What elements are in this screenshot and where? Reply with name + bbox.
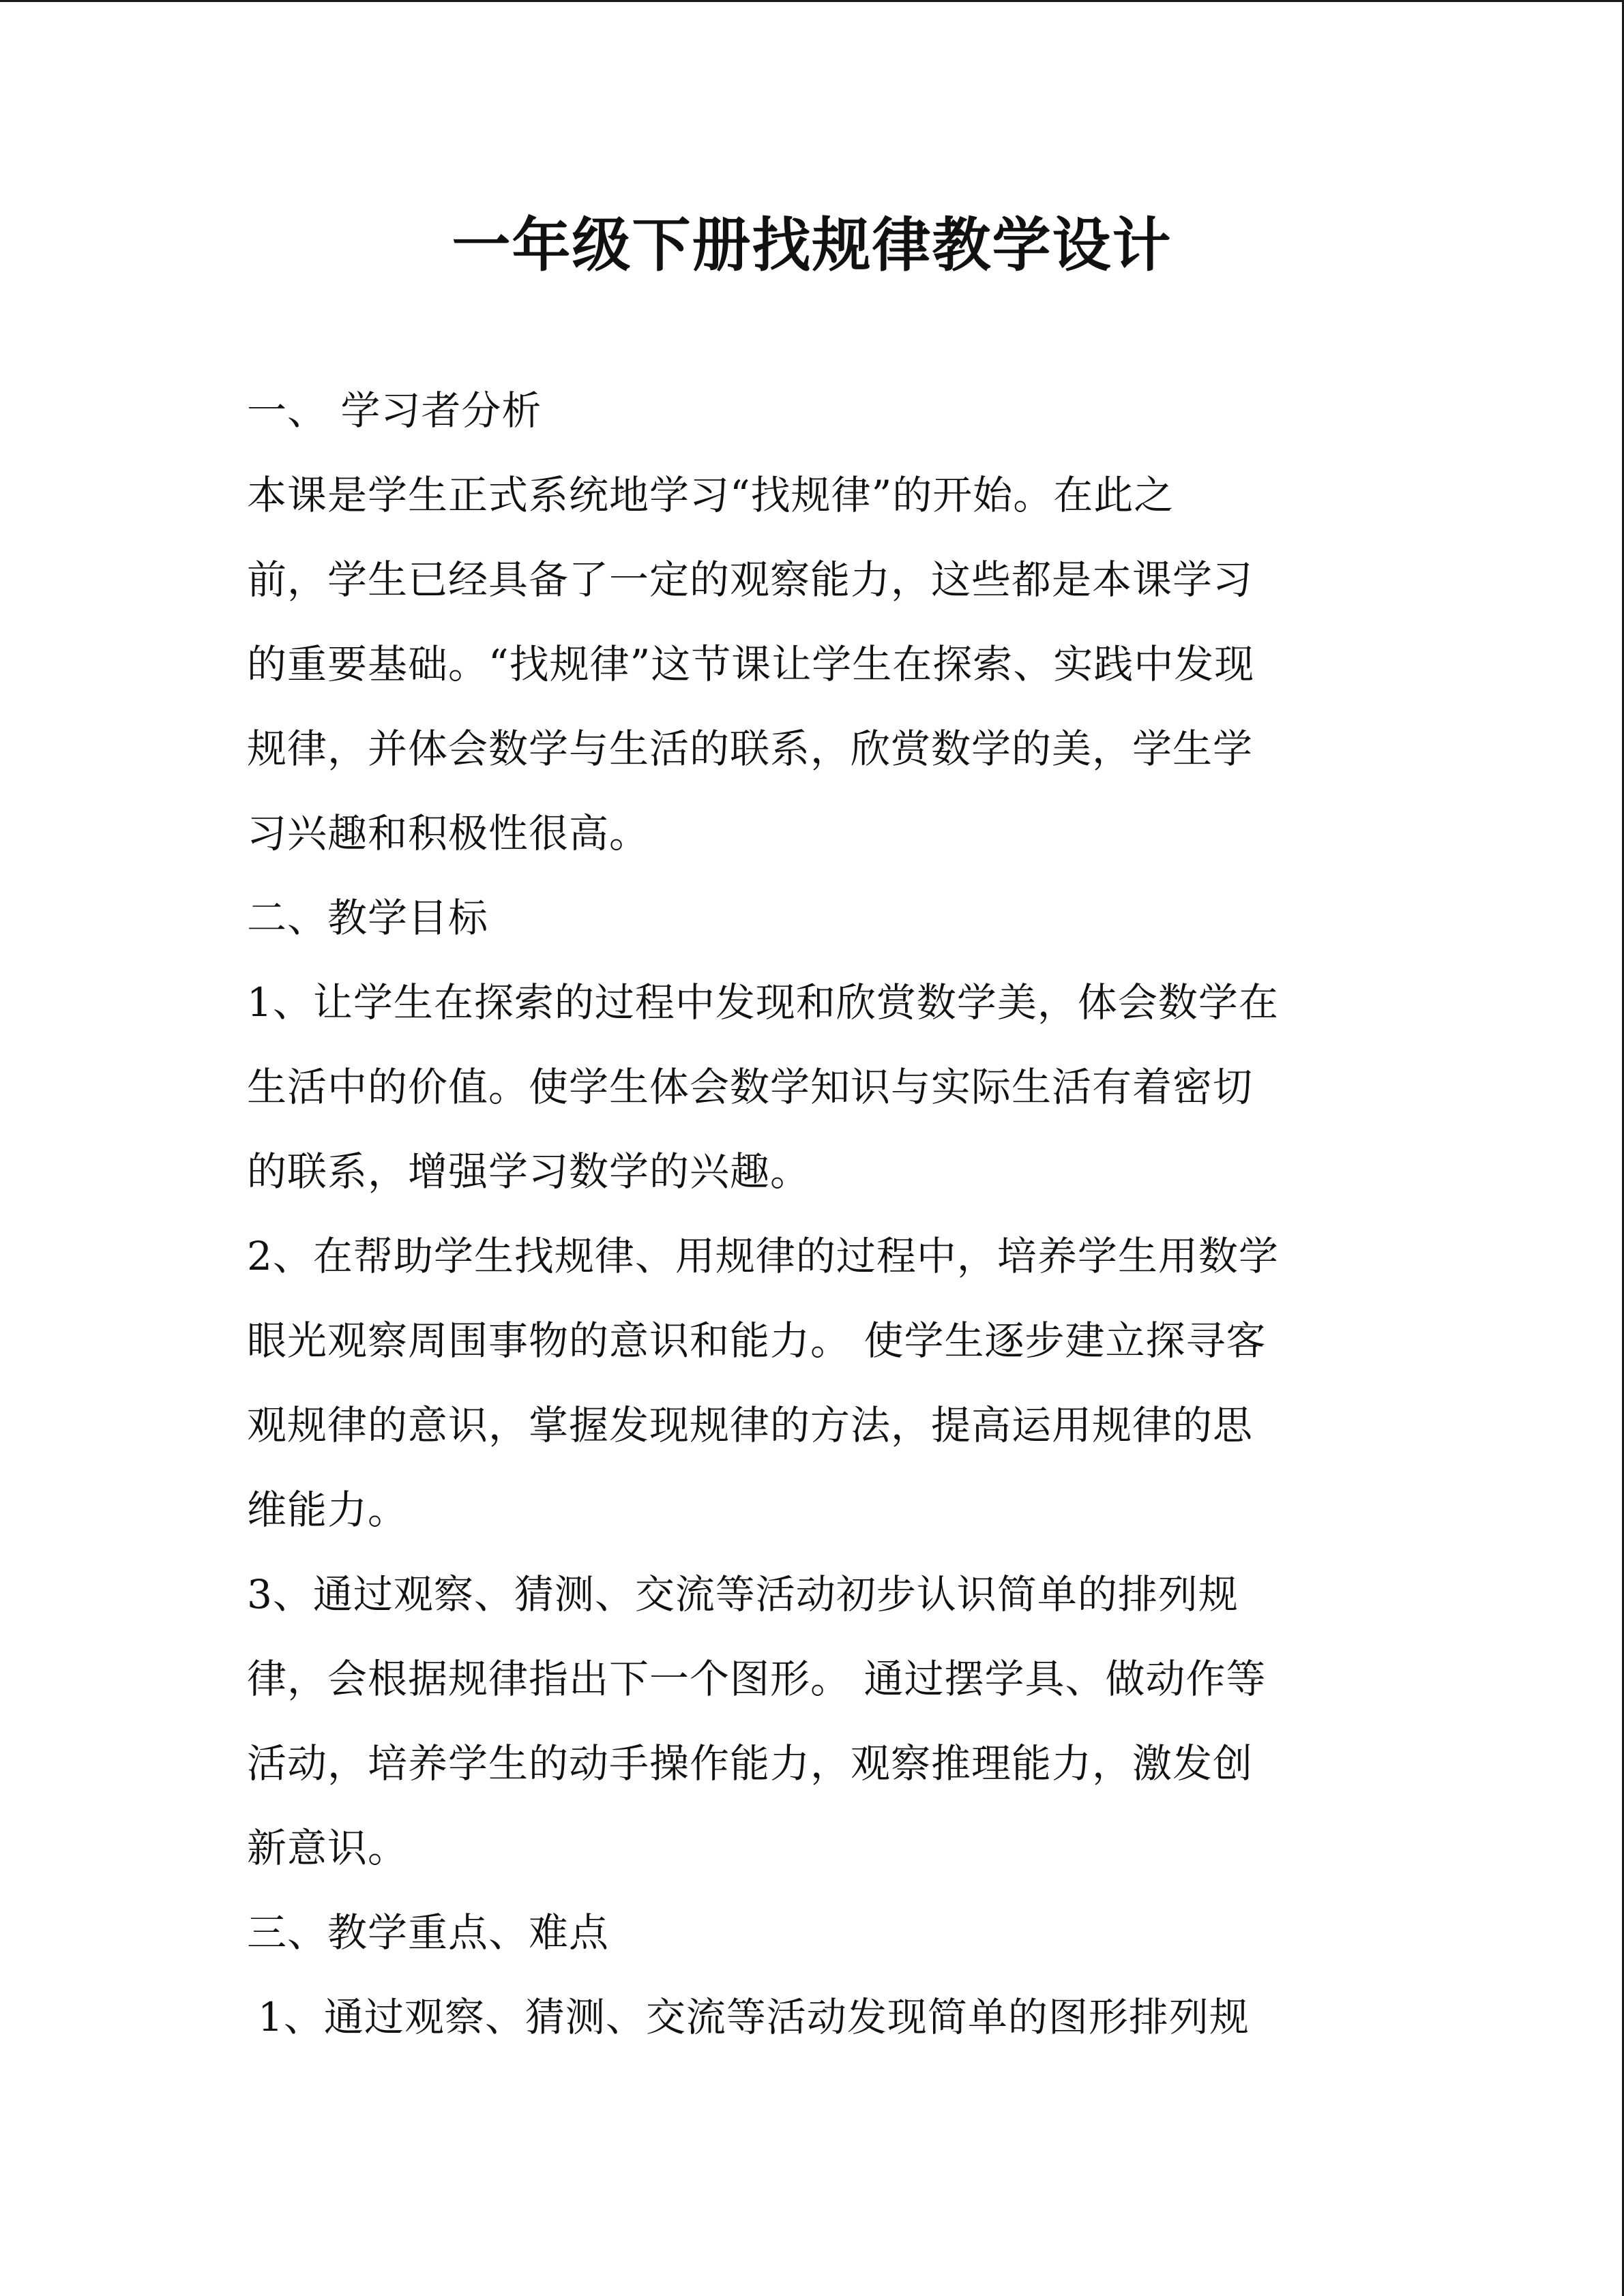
paragraph-line: 1、通过观察、猜测、交流等活动发现简单的图形排列规: [258, 1994, 1250, 2040]
paragraph-line: 1、让学生在探索的过程中发现和欣赏数学美，体会数学在: [247, 979, 1279, 1026]
paragraph-line: 规律，并体会数学与生活的联系，欣赏数学的美，学生学: [247, 726, 1254, 772]
paragraph-line: 3、通过观察、猜测、交流等活动初步认识简单的排列规: [247, 1571, 1239, 1617]
paragraph-line: 的联系，增强学习数学的兴趣。: [247, 1148, 811, 1195]
paragraph-line: 观规律的意识，掌握发现规律的方法，提高运用规律的思: [247, 1402, 1254, 1448]
section-heading-key-points: 三、教学重点、难点: [247, 1909, 610, 1956]
paragraph-line: 眼光观察周围事物的意识和能力。 使学生逐步建立探寻客: [247, 1317, 1267, 1364]
paragraph-line: 的重要基础。“找规律”这节课让学生在探索、实践中发现: [247, 641, 1255, 687]
section-heading-teaching-goals: 二、教学目标: [247, 895, 489, 941]
paragraph-line: 前，学生已经具备了一定的观察能力，这些都是本课学习: [247, 556, 1254, 603]
paragraph-line: 律，会根据规律指出下一个图形。 通过摆学具、做动作等: [247, 1656, 1267, 1702]
section-heading-learner-analysis: 一、 学习者分析: [247, 387, 542, 434]
paragraph-line: 习兴趣和积极性很高。: [247, 810, 650, 856]
paragraph-line: 2、在帮助学生找规律、用规律的过程中，培养学生用数学: [247, 1233, 1279, 1279]
paragraph-line: 维能力。: [247, 1487, 409, 1533]
page-top-border: [0, 0, 1624, 2]
paragraph-line: 活动，培养学生的动手操作能力，观察推理能力，激发创: [247, 1740, 1254, 1787]
paragraph-line: 生活中的价值。使学生体会数学知识与实际生活有着密切: [247, 1064, 1254, 1110]
document-title: 一年级下册找规律教学设计: [452, 211, 1172, 280]
paragraph-line: 本课是学生正式系统地学习“找规律”的开始。在此之: [247, 472, 1175, 518]
paragraph-line: 新意识。: [247, 1825, 409, 1871]
